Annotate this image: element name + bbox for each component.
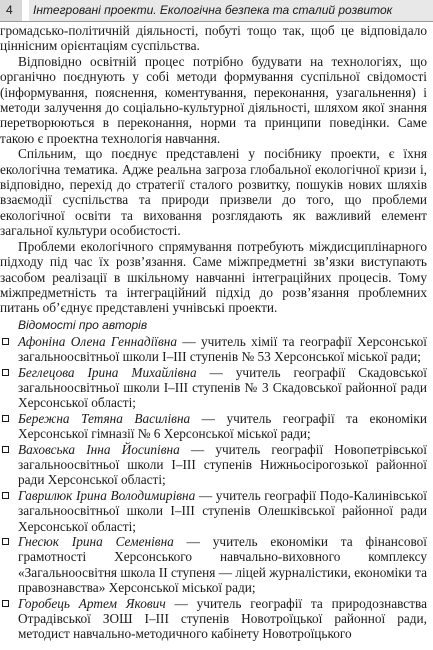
- author-name: Беглецова Ірина Михайлівна: [18, 364, 197, 380]
- author-description: — учитель географії Подо-Калинівської загальноосвітньої школи І–ІІІ ступенів Олешківської районної ради Херсонської області;: [18, 487, 427, 534]
- page-number: 4: [0, 0, 22, 21]
- author-entry: [0, 365, 427, 411]
- square-bullet-icon: [2, 415, 9, 422]
- running-title: Інтегровані проекти. Екологічна безпека та сталий розвиток: [29, 0, 433, 21]
- author-entry: [0, 534, 427, 596]
- author-entry: [0, 334, 427, 365]
- author-entry: [0, 442, 427, 488]
- page-header: [0, 0, 433, 22]
- author-description: — учитель географії та економіки Херсонської гімназії № 6 Херсонської міської ради;: [18, 410, 427, 442]
- author-name: Афоніна Олена Геннадіївна: [18, 333, 177, 349]
- author-entry: [0, 596, 427, 642]
- paragraph: громадсько-політичній діяльності, побуті тощо так, щоб це відповідало ціннісним орієнтаціям суспільства.: [0, 23, 427, 54]
- square-bullet-icon: [2, 446, 9, 453]
- author-description: — учитель географії та природознавства Отрадівської ЗОШ І–ІІІ ступенів Новотроїцької районної ради, методист навчально-методичного кабінету Новотроїцького: [18, 595, 428, 642]
- authors-heading: Відомості про авторів: [18, 317, 148, 332]
- author-name: Гаврилюк Ірина Володимирівна: [18, 487, 196, 503]
- author-description: — учитель географії Скадовської загальноосвітньої школи І–ІІІ ступенів № 3 Скадовської районної ради Херсонської області;: [18, 364, 427, 411]
- paragraph: Проблеми екологічного спрямування потребують міждисциплінарного підходу під час їх розв’язання. Саме міжпредметні зв’язки виступають засобом реалізації в шкільному навчанні інтеграційних процесів. Тому міжпредметність та інтеграційний підхід до розв’язання проблемних питань об’єднує представлені учнівські проекти.: [0, 238, 427, 316]
- author-entry: [0, 411, 427, 442]
- square-bullet-icon: [2, 600, 9, 607]
- paragraph: Відповідно освітній процес потрібно будувати на технологіях, що органічно поєднують у собі методи формування суспільної свідомості (інформування, пояснення, коментування, переконання, узагальнення) і методи залучення до соціально-культурної діяльності, шляхом якої знання перетворюються в переконання, норми та принципи поведінки. Саме такою є проектна технологія навчання.: [0, 53, 427, 146]
- author-name: Бережна Тетяна Василівна: [18, 410, 191, 426]
- square-bullet-icon: [2, 369, 9, 376]
- author-description: — учитель хімії та географії Херсонської загальноосвітньої школи І–ІІІ ступенів № 53 Херсонської міської ради;: [18, 333, 427, 365]
- square-bullet-icon: [2, 538, 9, 545]
- body-text: [0, 23, 427, 642]
- author-name: Горобець Артем Якович: [18, 595, 166, 611]
- author-name: Гнесюк Ірина Семенівна: [18, 534, 174, 549]
- square-bullet-icon: [2, 338, 9, 345]
- author-entry: [0, 488, 427, 534]
- author-name: Ваховська Інна Йосипівна: [18, 441, 180, 457]
- author-description: — учитель економіки та фінансової грамотності Херсонського навчально-виховного комплексу «Загальноосвітня школа ІІ ступеня — ліцей журналістики, економіки та правознавства» Херсонської міської ради;: [18, 534, 427, 596]
- author-description: — учитель географії Новопетрівської загальноосвітньої школи І–ІІІ ступенів Нижньосірогозької районної ради Херсонської області;: [18, 441, 427, 488]
- square-bullet-icon: [2, 492, 9, 499]
- paragraph: Спільним, що поєднує представлені у посібнику проекти, є їхня екологічна тематика. Адже реальна загроза глобальної екологічної кризи і, відповідно, перехід до стратегії сталого розвитку, пошуків нових шляхів взаємодії суспільства та природи призвели до того, що проблеми екологічної освіти та виховання розглядають як важливий елемент загальної культури особистості.: [0, 146, 427, 239]
